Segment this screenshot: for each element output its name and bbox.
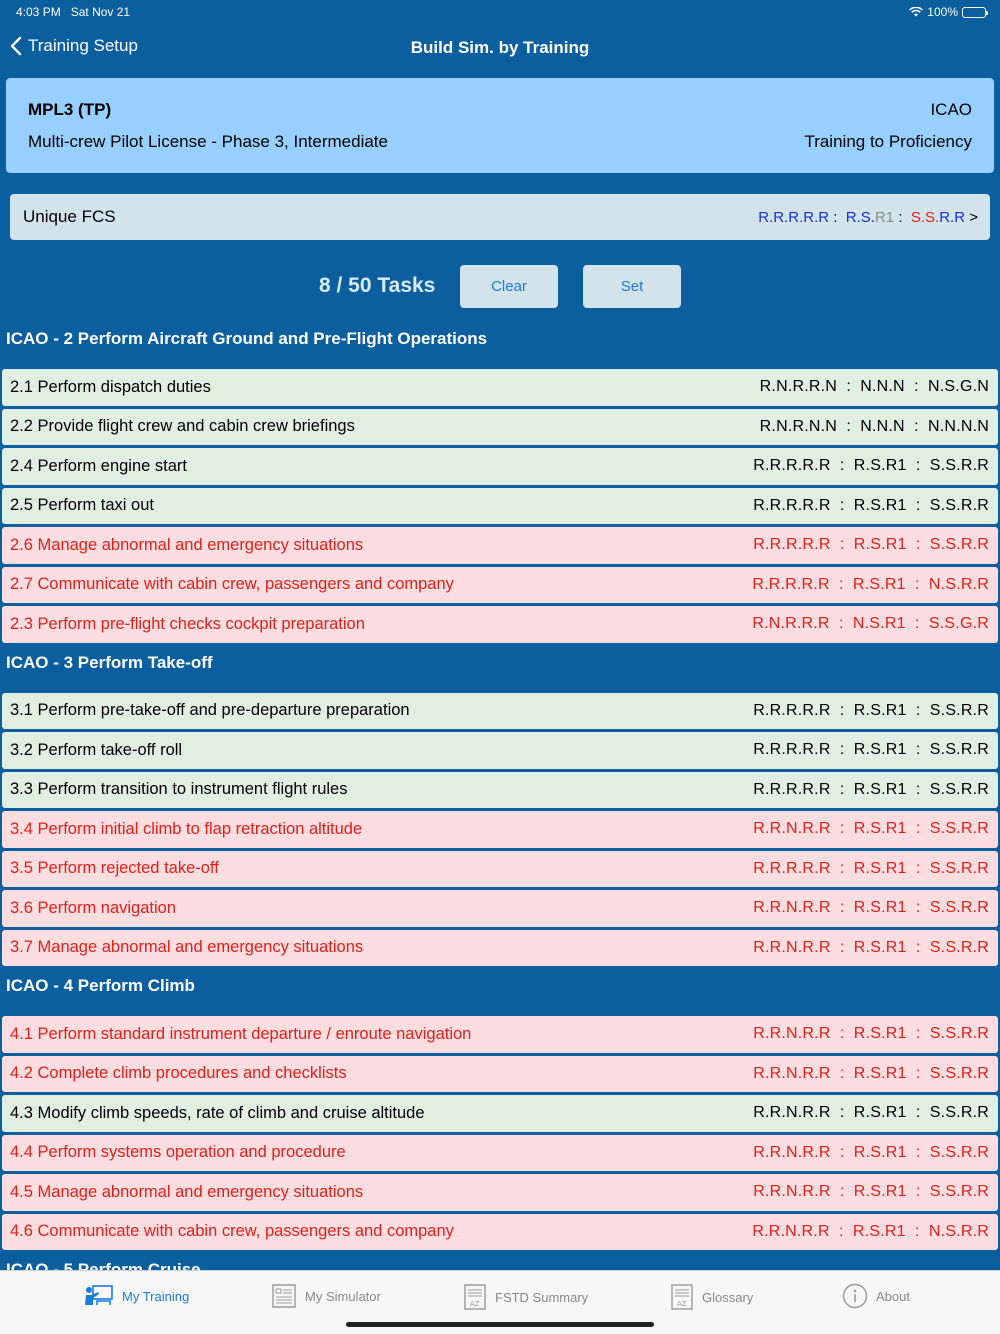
status-date: Sat Nov 21 — [70, 5, 131, 19]
set-button[interactable]: Set — [583, 265, 681, 308]
tab-glossary[interactable] — [670, 1283, 753, 1311]
tab-my-training[interactable] — [84, 1283, 189, 1309]
training-name: Multi-crew Pilot License - Phase 3, Intermediate — [28, 132, 388, 151]
tab-label: FSTD Summary — [495, 1289, 589, 1305]
tab-about[interactable] — [842, 1283, 910, 1309]
section-header: ICAO - 4 Perform Climb — [6, 976, 195, 995]
task-row[interactable] — [2, 1214, 998, 1251]
unique-fcs-label: Unique FCS — [23, 207, 116, 226]
task-label: 2.6 Manage abnormal and emergency situations — [10, 535, 364, 554]
task-fcs-code: R.R.R.R.R : R.S.R1 : N.S.R.R — [752, 575, 989, 593]
task-label: 4.3 Modify climb speeds, rate of climb and cruise altitude — [10, 1103, 425, 1122]
task-row[interactable] — [2, 369, 998, 406]
task-fcs-code: R.R.N.R.R : R.S.R1 : S.S.R.R — [753, 1025, 989, 1043]
training-type: Training to Proficiency — [804, 132, 972, 151]
unique-fcs-row[interactable] — [10, 194, 990, 240]
glossary-icon — [670, 1283, 694, 1311]
task-label: 2.5 Perform taxi out — [10, 496, 154, 515]
task-row[interactable] — [2, 567, 998, 604]
task-fcs-code: R.R.N.R.R : R.S.R1 : S.S.R.R — [753, 1104, 989, 1122]
tab-label: About — [876, 1288, 910, 1304]
status-bar — [0, 0, 1000, 24]
chevron-right-icon: > — [969, 208, 978, 226]
task-fcs-code: R.N.R.N.N : N.N.N : N.N.N.N — [759, 417, 989, 435]
unique-fcs-code: R.R.R.R.R : R.S.R1 : S.S.R.R > — [758, 208, 978, 226]
task-label: 4.5 Manage abnormal and emergency situations — [10, 1182, 364, 1201]
task-row[interactable] — [2, 1056, 998, 1093]
training-header-card — [6, 78, 994, 173]
task-row[interactable] — [2, 732, 998, 769]
task-fcs-code: R.R.N.R.R : R.S.R1 : S.S.R.R — [753, 1143, 989, 1161]
task-count: 8 / 50 Tasks — [319, 274, 436, 297]
task-fcs-code: R.N.R.R.R : N.S.R1 : S.S.G.R — [752, 615, 989, 633]
section-header: ICAO - 3 Perform Take-off — [6, 652, 213, 672]
task-label: 3.3 Perform transition to instrument flight rules — [10, 780, 348, 799]
task-label: 2.1 Perform dispatch duties — [10, 377, 211, 396]
tab-fstd-summary[interactable] — [463, 1283, 588, 1311]
task-fcs-code: R.R.R.R.R : R.S.R1 : S.S.R.R — [753, 780, 989, 798]
task-list — [0, 322, 1000, 1300]
wifi-icon — [909, 7, 923, 17]
task-row[interactable] — [2, 1174, 998, 1211]
tab-label: My Simulator — [305, 1288, 381, 1304]
task-fcs-code: R.R.N.R.R : R.S.R1 : S.S.R.R — [753, 1183, 989, 1201]
task-fcs-code: R.R.N.R.R : R.S.R1 : S.S.R.R — [753, 899, 989, 917]
task-row[interactable] — [2, 772, 998, 809]
task-row[interactable] — [2, 1016, 998, 1053]
task-label: 4.6 Communicate with cabin crew, passengers and company — [10, 1222, 454, 1241]
task-fcs-code: R.R.N.R.R : R.S.R1 : N.S.R.R — [752, 1222, 989, 1240]
task-row[interactable] — [2, 1135, 998, 1172]
task-label: 2.4 Perform engine start — [10, 456, 188, 475]
training-icon — [84, 1283, 114, 1309]
status-time: 4:03 PM Sat Nov 21 — [16, 5, 131, 19]
battery-percent: 100% — [927, 5, 958, 19]
nav-bar — [0, 24, 1000, 72]
task-label: 2.7 Communicate with cabin crew, passengers and company — [10, 575, 454, 594]
battery-icon — [962, 7, 986, 18]
task-controls — [0, 265, 1000, 309]
task-row[interactable] — [2, 1095, 998, 1132]
task-fcs-code: R.R.R.R.R : R.S.R1 : S.S.R.R — [753, 741, 989, 759]
task-label: 3.1 Perform pre-take-off and pre-departure preparation — [10, 701, 410, 720]
task-fcs-code: R.R.R.R.R : R.S.R1 : S.S.R.R — [753, 457, 989, 475]
task-label: 3.5 Perform rejected take-off — [10, 859, 219, 878]
task-fcs-code: R.R.N.R.R : R.S.R1 : S.S.R.R — [753, 1064, 989, 1082]
training-code: MPL3 (TP) — [28, 100, 112, 119]
tab-label: Glossary — [702, 1289, 754, 1305]
task-label: 3.2 Perform take-off roll — [10, 740, 183, 759]
tab-label: My Training — [122, 1288, 190, 1304]
task-label: 3.4 Perform initial climb to flap retraction altitude — [10, 819, 363, 838]
task-label: 3.6 Perform navigation — [10, 898, 177, 917]
task-fcs-code: R.R.R.R.R : R.S.R1 : S.S.R.R — [753, 859, 989, 877]
task-label: 2.3 Perform pre-flight checks cockpit preparation — [10, 614, 365, 633]
clear-button[interactable]: Clear — [460, 265, 558, 308]
task-label: 2.2 Provide flight crew and cabin crew briefings — [10, 417, 355, 436]
status-right — [909, 5, 986, 19]
svg-text:AZ: AZ — [470, 1300, 480, 1308]
task-row[interactable] — [2, 693, 998, 730]
task-row[interactable] — [2, 851, 998, 888]
section-header: ICAO - 2 Perform Aircraft Ground and Pre-Flight Operations — [6, 329, 488, 348]
training-authority: ICAO — [930, 100, 972, 119]
info-icon — [842, 1283, 868, 1309]
home-indicator — [346, 1322, 654, 1327]
task-label: 4.2 Complete climb procedures and checklists — [10, 1064, 347, 1083]
task-row[interactable] — [2, 488, 998, 525]
task-label: 4.1 Perform standard instrument departure / enroute navigation — [10, 1024, 472, 1043]
simulator-icon — [271, 1283, 297, 1309]
svg-text:AZ: AZ — [677, 1300, 687, 1308]
task-row[interactable] — [2, 811, 998, 848]
task-fcs-code: R.N.R.R.N : N.N.N : N.S.G.N — [759, 378, 989, 396]
task-fcs-code: R.R.R.R.R : R.S.R1 : S.S.R.R — [753, 496, 989, 514]
back-label: Training Setup — [28, 36, 138, 55]
task-label: 4.4 Perform systems operation and procedure — [10, 1143, 346, 1162]
task-row[interactable] — [2, 527, 998, 564]
tab-my-simulator[interactable] — [271, 1283, 381, 1309]
task-row[interactable] — [2, 606, 998, 643]
task-row[interactable] — [2, 930, 998, 967]
task-fcs-code: R.R.R.R.R : R.S.R1 : S.S.R.R — [753, 701, 989, 719]
page-title: Build Sim. by Training — [410, 38, 590, 57]
summary-icon — [463, 1283, 487, 1311]
task-fcs-code: R.R.N.R.R : R.S.R1 : S.S.R.R — [753, 820, 989, 838]
task-row[interactable] — [2, 890, 998, 927]
task-row[interactable] — [2, 409, 998, 446]
task-fcs-code: R.R.R.R.R : R.S.R1 : S.S.R.R — [753, 536, 989, 554]
task-row[interactable] — [2, 448, 998, 485]
task-label: 3.7 Manage abnormal and emergency situations — [10, 938, 364, 957]
task-fcs-code: R.R.N.R.R : R.S.R1 : S.S.R.R — [753, 938, 989, 956]
